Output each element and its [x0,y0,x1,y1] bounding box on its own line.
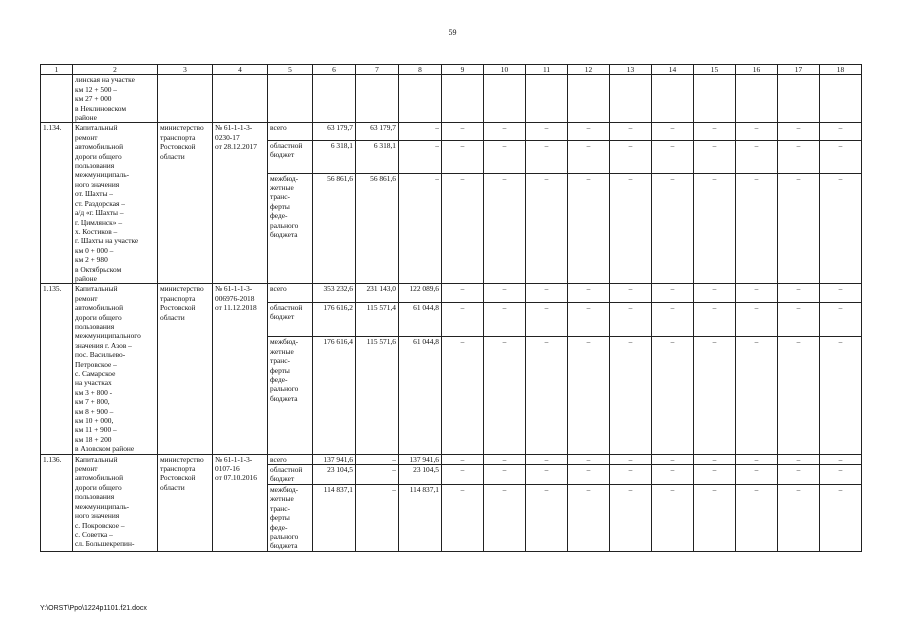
dash-cell: – [694,454,736,464]
column-number: 12 [568,65,610,75]
table-row [41,454,862,464]
column-number: 11 [526,65,568,75]
amount-col-8: 23 104,5 [399,465,442,485]
amount-col-8: – [399,123,442,140]
organization: министерство транспорта Ростовской области [158,284,213,454]
dash-cell: – [736,123,778,140]
dash-cell: – [694,337,736,454]
dash-cell: – [442,465,484,485]
empty-cell [652,75,694,123]
dash-cell: – [442,140,484,173]
table-row [41,284,862,302]
dash-cell: – [568,173,610,284]
dash-cell: – [778,302,820,337]
amount-total: 6 318,1 [313,140,356,173]
dash-cell: – [526,454,568,464]
dash-cell: – [484,123,526,140]
dash-cell: – [610,140,652,173]
amount-col-8: – [399,173,442,284]
amount-col-7: – [356,454,399,464]
amount-col-7: 231 143,0 [356,284,399,302]
document-reference: № 61-1-1-3- 0107-16 от 07.10.2016 [213,454,268,551]
dash-cell: – [610,454,652,464]
amount-total: 137 941,6 [313,454,356,464]
dash-cell: – [778,123,820,140]
empty-cell [694,75,736,123]
funding-source: межбюд- жетные транс- ферты феде- рального бюджета [268,484,313,551]
document-reference: № 61-1-1-3- 0230-17 от 28.12.2017 [213,123,268,284]
dash-cell: – [652,484,694,551]
organization: министерство транспорта Ростовской области [158,123,213,284]
empty-cell [568,75,610,123]
dash-cell: – [652,302,694,337]
funding-source: всего [268,123,313,140]
dash-cell: – [652,140,694,173]
dash-cell: – [526,123,568,140]
empty-cell [778,75,820,123]
amount-col-7: 6 318,1 [356,140,399,173]
amount-total: 23 104,5 [313,465,356,485]
amount-col-8: 122 089,6 [399,284,442,302]
dash-cell: – [820,302,862,337]
dash-cell: – [484,337,526,454]
dash-cell: – [820,337,862,454]
empty-cell [736,75,778,123]
dash-cell: – [526,284,568,302]
dash-cell: – [694,123,736,140]
column-number: 1 [41,65,73,75]
entry-name: Капитальный ремонт автомобильной дороги общего пользования межмуниципаль- ного значения с. Покровское – с. Советка – сл. Большекрепин- [73,454,158,551]
dash-cell: – [652,465,694,485]
dash-cell: – [694,465,736,485]
dash-cell: – [610,337,652,454]
dash-cell: – [568,337,610,454]
dash-cell: – [736,140,778,173]
dash-cell: – [736,465,778,485]
dash-cell: – [820,173,862,284]
dash-cell: – [484,465,526,485]
dash-cell: – [778,140,820,173]
dash-cell: – [778,337,820,454]
empty-cell [313,75,356,123]
amount-col-7: – [356,465,399,485]
empty-cell [268,75,313,123]
dash-cell: – [694,484,736,551]
amount-col-8: 61 044,8 [399,302,442,337]
dash-cell: – [484,284,526,302]
dash-cell: – [820,284,862,302]
column-number: 15 [694,65,736,75]
dash-cell: – [652,173,694,284]
empty-cell [213,75,268,123]
column-number: 3 [158,65,213,75]
funding-source: межбюд- жетные транс- ферты феде- рального бюджета [268,337,313,454]
column-number: 5 [268,65,313,75]
dash-cell: – [610,302,652,337]
dash-cell: – [442,454,484,464]
dash-cell: – [778,465,820,485]
dash-cell: – [820,140,862,173]
empty-cell [399,75,442,123]
dash-cell: – [736,284,778,302]
column-number: 2 [73,65,158,75]
empty-cell [484,75,526,123]
dash-cell: – [442,284,484,302]
column-number: 6 [313,65,356,75]
column-number: 14 [652,65,694,75]
dash-cell: – [610,173,652,284]
dash-cell: – [652,284,694,302]
dash-cell: – [568,302,610,337]
column-number: 10 [484,65,526,75]
dash-cell: – [736,302,778,337]
dash-cell: – [610,284,652,302]
dash-cell: – [568,284,610,302]
dash-cell: – [820,123,862,140]
column-number: 16 [736,65,778,75]
dash-cell: – [568,465,610,485]
dash-cell: – [694,284,736,302]
amount-total: 353 232,6 [313,284,356,302]
empty-cell [442,75,484,123]
dash-cell: – [484,140,526,173]
dash-cell: – [820,454,862,464]
entry-number-cell [41,75,73,123]
empty-cell [158,75,213,123]
dash-cell: – [610,123,652,140]
dash-cell: – [736,454,778,464]
dash-cell: – [442,173,484,284]
dash-cell: – [526,173,568,284]
entry-number: 1.136. [41,454,73,551]
funding-source: областной бюджет [268,302,313,337]
funding-source: областной бюджет [268,465,313,485]
entry-number: 1.134. [41,123,73,284]
amount-col-7: – [356,484,399,551]
dash-cell: – [568,123,610,140]
dash-cell: – [778,284,820,302]
dash-cell: – [694,302,736,337]
column-number-row [41,65,862,75]
dash-cell: – [652,454,694,464]
dash-cell: – [736,173,778,284]
dash-cell: – [526,337,568,454]
amount-total: 63 179,7 [313,123,356,140]
column-number: 7 [356,65,399,75]
dash-cell: – [442,302,484,337]
empty-cell [526,75,568,123]
empty-cell [610,75,652,123]
empty-cell [820,75,862,123]
document-reference: № 61-1-1-3- 006976-2018 от 11.12.2018 [213,284,268,454]
dash-cell: – [778,484,820,551]
dash-cell: – [484,484,526,551]
amount-col-8: 137 941,6 [399,454,442,464]
column-number: 18 [820,65,862,75]
dash-cell: – [526,465,568,485]
dash-cell: – [484,454,526,464]
dash-cell: – [484,302,526,337]
dash-cell: – [778,454,820,464]
funding-source: межбюд- жетные транс- ферты феде- рального бюджета [268,173,313,284]
entry-number: 1.135. [41,284,73,454]
dash-cell: – [526,140,568,173]
program-table [40,64,862,552]
column-number: 4 [213,65,268,75]
dash-cell: – [652,337,694,454]
dash-cell: – [526,484,568,551]
column-number: 8 [399,65,442,75]
amount-total: 176 616,2 [313,302,356,337]
dash-cell: – [442,337,484,454]
amount-total: 176 616,4 [313,337,356,454]
table-body [41,65,862,552]
dash-cell: – [736,337,778,454]
funding-source: областной бюджет [268,140,313,173]
amount-col-7: 115 571,4 [356,302,399,337]
column-number: 17 [778,65,820,75]
dash-cell: – [694,140,736,173]
entry-name: Капитальный ремонт автомобильной дороги общего пользования межмуниципального значения г. Азов – пос. Васильево- Петровское – с. Самарское на участках км 3 + 800 - км 7 + 800, км 8 + 900 – км 10 + 000, км 11 + 900 – км 18 + 200 в Азовском районе [73,284,158,454]
amount-col-8: – [399,140,442,173]
dash-cell: – [820,465,862,485]
dash-cell: – [820,484,862,551]
dash-cell: – [568,484,610,551]
entry-name: Капитальный ремонт автомобильной дороги общего пользования межмуниципаль- ного значения от. Шахты – ст. Раздорская – а/д «г. Шахты – г. Цимлянск» – х. Костиков – г. Шахты на участке км 0 + 000 – км 2 + 980 в Октябрьском районе [73,123,158,284]
dash-cell: – [610,484,652,551]
file-path-footer: Y:\ORST\Ppo\1224p1101.f21.docx [40,605,147,612]
amount-col-8: 114 837,1 [399,484,442,551]
funding-source: всего [268,284,313,302]
continuation-row [41,75,862,123]
page-number: 59 [448,28,457,37]
dash-cell: – [694,173,736,284]
organization: министерство транспорта Ростовской области [158,454,213,551]
dash-cell: – [442,123,484,140]
amount-col-7: 63 179,7 [356,123,399,140]
dash-cell: – [610,465,652,485]
dash-cell: – [778,173,820,284]
amount-total: 56 861,6 [313,173,356,284]
column-number: 13 [610,65,652,75]
amount-col-7: 115 571,6 [356,337,399,454]
dash-cell: – [568,454,610,464]
funding-source: всего [268,454,313,464]
amount-col-8: 61 044,8 [399,337,442,454]
dash-cell: – [568,140,610,173]
entry-name: линская на участке км 12 + 500 – км 27 + 000 в Неклиновском районе [73,75,158,123]
dash-cell: – [526,302,568,337]
dash-cell: – [484,173,526,284]
amount-col-7: 56 861,6 [356,173,399,284]
empty-cell [356,75,399,123]
amount-total: 114 837,1 [313,484,356,551]
dash-cell: – [442,484,484,551]
table-row [41,123,862,140]
dash-cell: – [652,123,694,140]
column-number: 9 [442,65,484,75]
dash-cell: – [736,484,778,551]
